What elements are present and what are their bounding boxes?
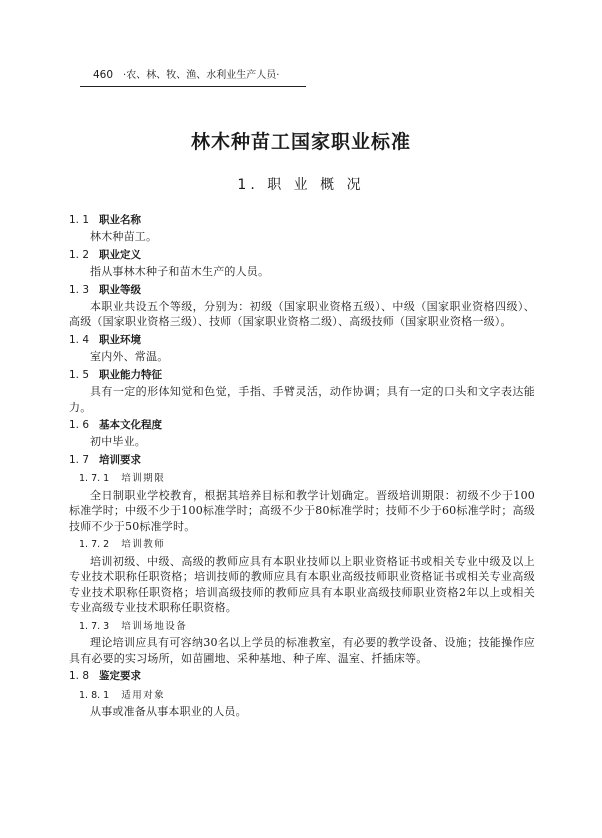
section-number: 1. 1 (69, 214, 90, 226)
section-title: 职业等级 (99, 283, 142, 296)
section-title: 鉴定要求 (99, 670, 142, 683)
section-text-1-2: 指从事林木种子和苗木生产的人员。 (90, 264, 270, 278)
section-number: 1. 8 (69, 670, 90, 683)
section-number: 1. 4 (69, 333, 90, 346)
section-text-1-1: 林木种苗工。 (90, 230, 158, 244)
section-heading-1-4 (69, 333, 535, 349)
section-text-1-3: 本职业共设五个等级，分别为：初级（国家职业资格五级）、中级（国家职业资格四级）、高级（国家职业资格三级）、技师（国家职业资格二级）、高级技师（国家职业资格一级）。 (69, 299, 535, 329)
subsection-heading-1-7-3 (79, 619, 535, 635)
section-title: 职业能力特征 (99, 368, 163, 381)
running-title: ·农、林、牧、渔、水利业生产人员· (123, 70, 280, 81)
document-title: 林木种苗工国家职业标准 (190, 131, 411, 153)
subsection-heading-1-8-1 (79, 688, 535, 704)
section-number: 1. 3 (69, 283, 90, 296)
section-text-1-6: 初中毕业。 (90, 435, 146, 449)
section-title: 职业定义 (99, 248, 142, 261)
subsection-text-1-7-2: 培训初级、中级、高级的教师应具有本职业技师以上职业资格证书或相关专业中级及以上专业技术职称任职资格；培训技师的教师应具有本职业高级技师职业资格证书或相关专业高级专业技术职称任职资格；培训高级技师的教师应具有本职业高级技师职业资格2年以上或相关专业高级专业技术职称任职资格。 (69, 554, 535, 615)
section-number: 1. 2 (69, 248, 90, 261)
subsection-text-1-7-3: 理论培训应具有可容纳30名以上学员的标准教室，有必要的教学设备、设施；技能操作应具有必要的实习场所，如苗圃地、采种基地、种子库、温室、扦插床等。 (69, 636, 535, 665)
chapter-title: 1. 职 业 概 况 (237, 177, 365, 193)
subsection-heading-1-7-1 (79, 471, 535, 487)
section-text-1-5: 具有一定的形体知觉和色觉，手指、手臂灵活，动作协调；具有一定的口头和文字表达能力。 (69, 384, 535, 414)
section-heading-1-3 (69, 283, 535, 299)
section-heading-1-1 (69, 213, 535, 229)
section-number: 1. 5 (69, 368, 90, 381)
subsection-title: 培训期限 (121, 473, 166, 485)
subsection-number: 1. 7. 1 (79, 473, 110, 485)
section-number: 1. 6 (69, 419, 90, 432)
running-header (80, 66, 306, 87)
subsection-text-1-7-1: 全日制职业学校教育，根据其培养目标和教学计划确定。晋级培训期限：初级不少于100标准学时；中级不少于100标准学时；高级不少于80标准学时；技师不少于60标准学时；高级技师不少于50标准学时。 (69, 488, 535, 533)
subsection-title: 培训教师 (121, 539, 166, 551)
subsection-title: 适用对象 (121, 689, 166, 701)
subsection-number: 1. 7. 2 (79, 539, 110, 551)
section-title: 职业环境 (99, 333, 142, 346)
section-heading-1-2 (69, 248, 535, 264)
subsection-heading-1-7-2 (79, 537, 535, 553)
section-title: 培训要求 (99, 453, 142, 466)
section-heading-1-6 (69, 418, 535, 434)
subsection-title: 培训场地设备 (121, 621, 188, 632)
section-text-1-4: 室内外、常温。 (90, 350, 169, 364)
section-number: 1. 7 (69, 453, 90, 466)
section-heading-1-8 (69, 669, 535, 685)
subsection-text-1-8-1: 从事或准备从事本职业的人员。 (90, 705, 247, 719)
page-number: 460 (93, 69, 114, 81)
section-heading-1-7 (69, 453, 535, 469)
section-title: 基本文化程度 (99, 419, 163, 432)
subsection-number: 1. 7. 3 (79, 621, 110, 632)
section-title: 职业名称 (99, 214, 142, 226)
section-heading-1-5 (69, 368, 535, 384)
document-body (69, 210, 535, 720)
subsection-number: 1. 8. 1 (79, 689, 110, 701)
